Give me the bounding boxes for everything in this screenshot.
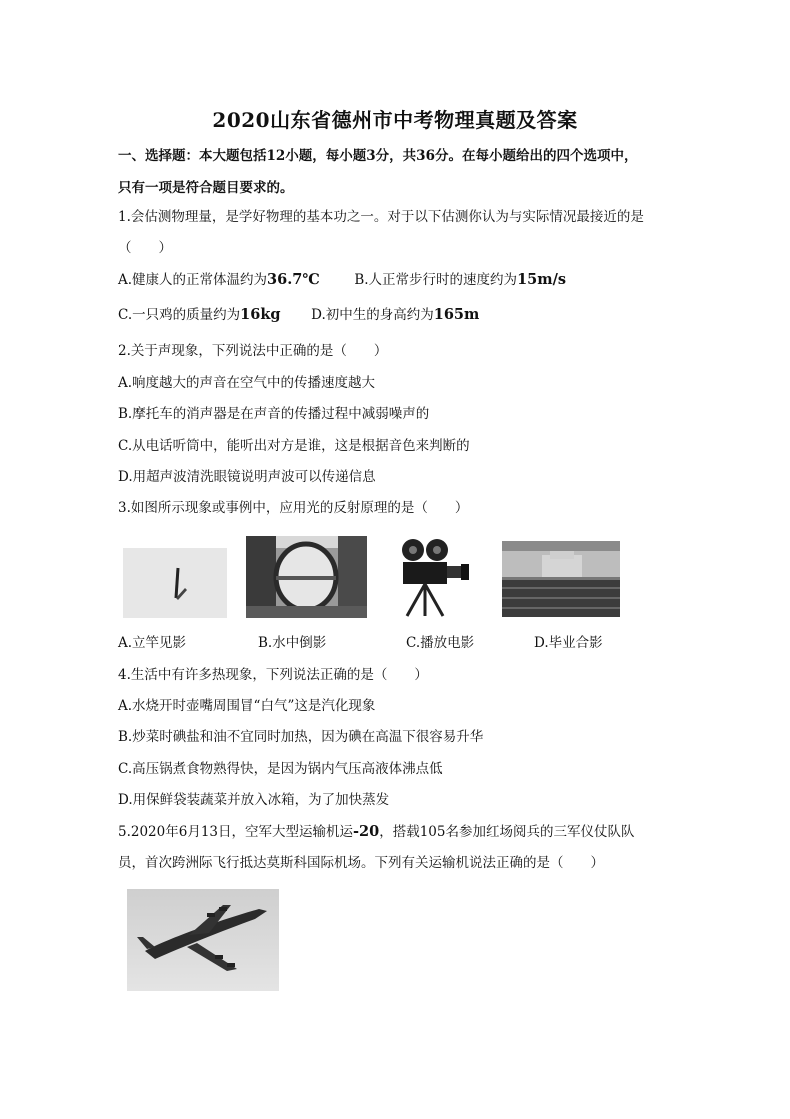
q3-stem: 3.如图所示现象或事例中，应用光的反射原理的是（ ） (118, 500, 469, 516)
q1-option-c (118, 307, 281, 323)
q4-stem: 4.生活中有许多热现象，下列说法正确的是（ ） (118, 667, 428, 683)
q4-option-b: B.炒菜时碘盐和油不宜同时加热，因为碘在高温下很容易升华 (118, 729, 484, 745)
section-heading-line1: 一、选择题：本大题包括12小题，每小题3分，共36分。在每小题给出的四个选项中， (118, 148, 638, 164)
q1-options-cd (118, 306, 479, 324)
q1-option-d (311, 307, 479, 323)
q3-options (118, 634, 603, 652)
water-reflection-image (246, 536, 367, 618)
q1-option-b-value: 15m/s (517, 271, 567, 288)
graduation-photo-image (502, 541, 620, 617)
q5-aircraft-model: -20 (353, 823, 380, 840)
q1-option-a (118, 272, 320, 288)
q5-stem-suffix: ，搭载105名参加红场阅兵的三军仪仗队队 (379, 824, 635, 840)
q3-option-c: C.播放电影 (406, 635, 475, 651)
q5-stem-line1 (118, 823, 635, 841)
q3-option-b: B.水中倒影 (258, 635, 327, 651)
q3-option-d: D.毕业合影 (534, 635, 603, 651)
q1-options-ab (118, 271, 566, 289)
q1-option-c-value: 16kg (240, 306, 281, 323)
pole-shadow-image (123, 548, 227, 618)
q1-option-b-text: B.人正常步行时的速度约为 (354, 272, 518, 288)
q4-option-a: A.水烧开时壶嘴周围冒“白气”这是汽化现象 (118, 698, 376, 714)
section-heading-line2: 只有一项是符合题目要求的。 (118, 180, 294, 196)
q4-option-d: D.用保鲜袋装蔬菜并放入冰箱，为了加快蒸发 (118, 792, 390, 808)
q2-option-d: D.用超声波清洗眼镜说明声波可以传递信息 (118, 469, 376, 485)
q1-option-c-text: C.一只鸡的质量约为 (118, 307, 241, 323)
q1-option-d-text: D.初中生的身高约为 (311, 307, 434, 323)
q2-option-c: C.从电话听筒中，能听出对方是谁，这是根据音色来判断的 (118, 438, 470, 454)
film-projector-image (385, 536, 480, 618)
q1-option-a-value: 36.7℃ (267, 271, 320, 288)
q3-option-a: A.立竿见影 (118, 635, 187, 651)
page-title: 2020山东省德州市中考物理真题及答案 (212, 108, 578, 132)
q1-option-a-text: A.健康人的正常体温约为 (118, 272, 268, 288)
q2-option-b: B.摩托车的消声器是在声音的传播过程中减弱噪声的 (118, 406, 430, 422)
q2-option-a: A.响度越大的声音在空气中的传播速度越大 (118, 375, 376, 391)
q1-stem-line2: （ ） (118, 240, 172, 256)
q2-stem: 2.关于声现象，下列说法中正确的是（ ） (118, 343, 388, 359)
q1-option-b (354, 272, 566, 288)
q5-stem-prefix: 5.2020年6月13日，空军大型运输机运 (118, 824, 354, 840)
q4-option-c: C.高压锅煮食物熟得快，是因为锅内气压高液体沸点低 (118, 761, 443, 777)
q1-option-d-value: 165m (433, 306, 480, 323)
q5-stem-line2: 员，首次跨洲际飞行抵达莫斯科国际机场。下列有关运输机说法正确的是（ ） (118, 855, 604, 871)
transport-aircraft-image (127, 889, 279, 991)
q1-stem-line1: 1.会估测物理量，是学好物理的基本功之一。对于以下估测你认为与实际情况最接近的是 (118, 209, 644, 225)
